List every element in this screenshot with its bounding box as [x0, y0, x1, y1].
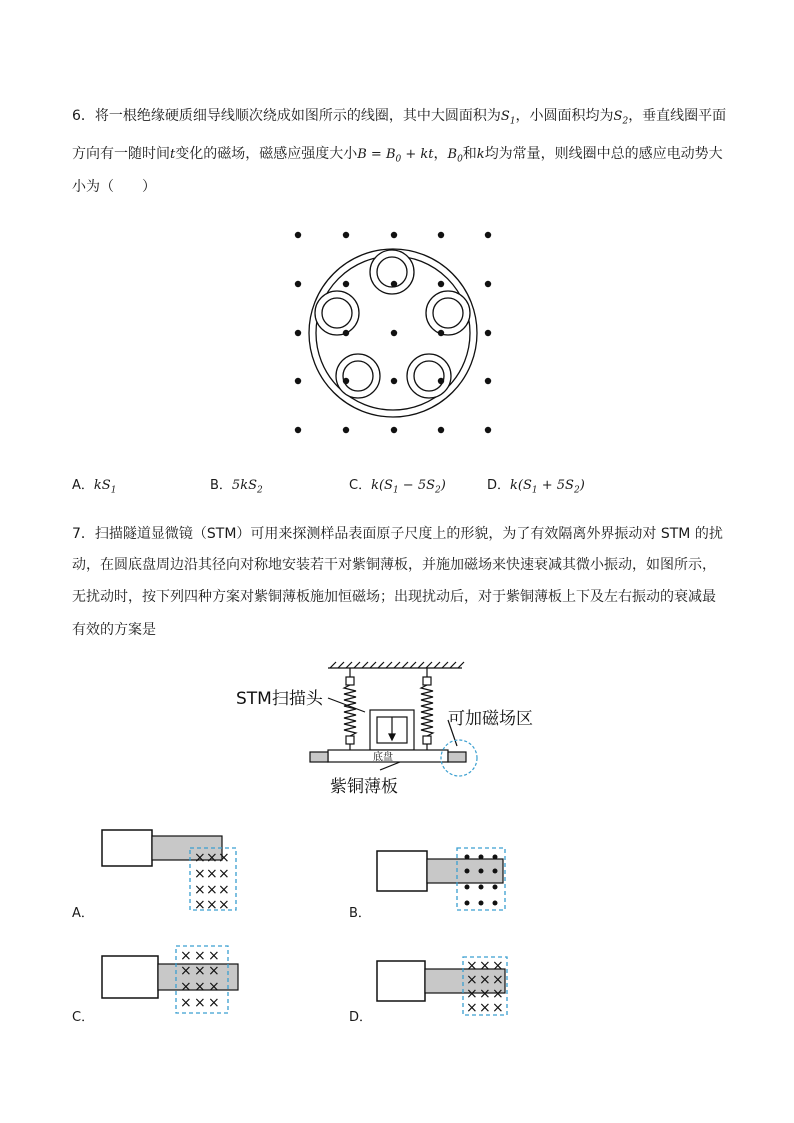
svg-text:×: × — [206, 866, 218, 882]
svg-text:×: × — [194, 948, 206, 964]
stm-figure — [230, 660, 560, 802]
svg-text:×: × — [492, 1000, 504, 1016]
svg-text:×: × — [492, 986, 504, 1002]
svg-text:×: × — [479, 1000, 491, 1016]
q7-option-a[interactable]: A． — [72, 906, 94, 921]
svg-text:×: × — [492, 972, 504, 988]
field-zone-label: 可加磁场区 — [448, 709, 533, 729]
svg-text:×: × — [194, 995, 206, 1011]
q6-option-a[interactable]: A．$kS_1$ — [72, 478, 117, 496]
q6-line-3: 小为（ ） — [72, 179, 156, 195]
svg-text:×: × — [492, 958, 504, 974]
svg-text:×: × — [194, 897, 206, 912]
svg-text:×: × — [208, 963, 220, 979]
small-loop-bottom-right — [407, 354, 451, 398]
svg-text:×: × — [206, 850, 218, 866]
q7-option-d[interactable]: D． — [349, 1010, 373, 1025]
svg-text:×: × — [180, 995, 192, 1011]
svg-text:×: × — [218, 897, 230, 912]
svg-text:×: × — [218, 882, 230, 898]
svg-text:×: × — [208, 995, 220, 1011]
copper-plate-right — [448, 752, 466, 762]
svg-text:×: × — [466, 972, 478, 988]
ceiling-hatch — [330, 662, 464, 668]
svg-text:×: × — [208, 948, 220, 964]
svg-text:×: × — [194, 866, 206, 882]
q7-line-3: 无扰动时，按下列四种方案对紫铜薄板施加恒磁场；出现扰动后，对于紫铜薄板上下及左右振动的衰减最 — [72, 589, 716, 605]
q6-option-b[interactable]: B．$5kS_2$ — [210, 478, 263, 496]
small-loop-bottom-left — [336, 354, 380, 398]
svg-text:×: × — [218, 850, 230, 866]
q7-option-b[interactable]: B． — [349, 906, 371, 921]
svg-text:×: × — [206, 897, 218, 912]
q7-option-d-figure[interactable] — [375, 955, 515, 1019]
s2-symbol: $S_2$ — [613, 109, 629, 127]
svg-text:×: × — [194, 979, 206, 995]
svg-text:×: × — [194, 850, 206, 866]
q6-line-2: 方向有一随时间t变化的磁场，磁感应强度大小$B = B_0$ + kt，$B_0$和k均为常量，则线圈中总的感应电动势大 — [72, 146, 723, 165]
coil-figure — [280, 218, 510, 448]
svg-text:×: × — [479, 958, 491, 974]
q7-option-c[interactable]: C． — [72, 1010, 95, 1025]
svg-text:×: × — [479, 972, 491, 988]
svg-text:×: × — [206, 882, 218, 898]
svg-text:×: × — [466, 1000, 478, 1016]
formula: $B = B_0$ + kt — [357, 147, 434, 165]
svg-text:×: × — [466, 986, 478, 1002]
q7-option-a-figure[interactable] — [100, 828, 240, 912]
q7-line-2: 动，在圆底盘周边沿其径向对称地安装若干对紫铜薄板，并施加磁场来快速衰减其微小振动，如图所示， — [72, 557, 716, 573]
q6-option-d[interactable]: D．$k(S_1 + 5S_2)$ — [487, 478, 585, 496]
base-label: 底盘 — [373, 752, 393, 763]
small-loop-top — [370, 250, 414, 294]
small-loop-left — [315, 291, 359, 335]
svg-text:×: × — [194, 882, 206, 898]
svg-text:×: × — [466, 958, 478, 974]
q6-line-1: 6．将一根绝缘硬质细导线顺次绕成如图所示的线圈，其中大圆面积为$S_1$，小圆面积均为$S_2$，垂直线圈平面 — [72, 108, 727, 127]
svg-text:×: × — [180, 948, 192, 964]
copper-plate-left — [310, 752, 328, 762]
svg-text:×: × — [180, 979, 192, 995]
q7-line-4: 有效的方案是 — [72, 622, 156, 638]
s1-symbol: $S_1$ — [500, 109, 516, 127]
q7-line-1: 7．扫描隧道显微镜（STM）可用来探测样品表面原子尺度上的形貌，为了有效隔离外界振动对 STM 的扰 — [72, 526, 723, 542]
q7-option-c-figure[interactable] — [100, 944, 245, 1016]
svg-text:×: × — [479, 986, 491, 1002]
svg-text:×: × — [194, 963, 206, 979]
svg-text:×: × — [180, 963, 192, 979]
svg-text:×: × — [208, 979, 220, 995]
small-loop-right — [426, 291, 470, 335]
svg-text:×: × — [218, 866, 230, 882]
q7-option-b-figure[interactable] — [375, 845, 515, 915]
q6-option-c[interactable]: C．$k(S_1 - 5S_2)$ — [349, 478, 446, 496]
stm-head-label: STM扫描头 — [236, 689, 323, 709]
copper-label: 紫铜薄板 — [330, 777, 398, 797]
